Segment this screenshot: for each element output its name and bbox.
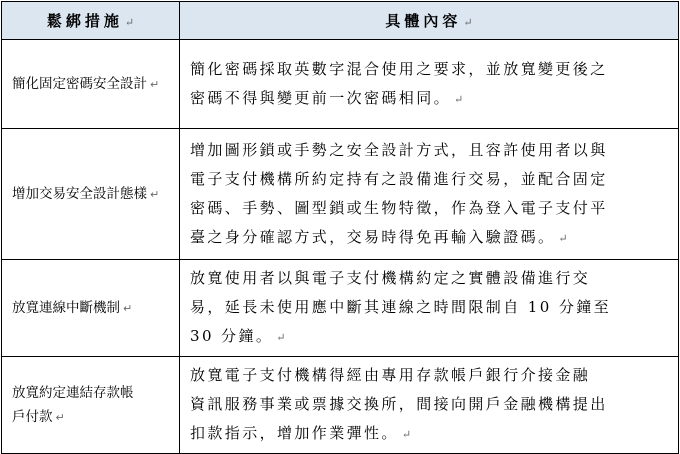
header-content-text: 具體內容	[385, 12, 462, 30]
content-line-text: 扣款指示，增加作業彈性。	[190, 424, 399, 442]
row-content-cell	[180, 40, 679, 129]
table-row	[2, 260, 679, 357]
content-line: 密碼、手勢、圖型鎖或生物特徵，作為登入電子支付平	[190, 198, 608, 217]
content-line: 放寬使用者以與電子支付機構約定之實體設備進行交	[190, 269, 591, 287]
paragraph-mark-icon: ↵	[558, 231, 568, 245]
row-content-cell	[180, 260, 679, 357]
row-content-cell	[180, 357, 679, 454]
content-line: 簡化密碼採取英數字混合使用之要求，並放寬變更後之	[190, 59, 608, 78]
table-row	[2, 357, 679, 454]
measures-table	[1, 1, 679, 454]
paragraph-mark-icon: ↵	[463, 16, 473, 29]
row-label-line: 戶付款	[12, 408, 53, 425]
paragraph-mark-icon: ↵	[454, 92, 464, 106]
content-line-text: 臺之身分確認方式，交易時得免再輸入驗證碼。	[190, 227, 556, 246]
content-line	[190, 223, 670, 253]
content-line	[190, 322, 670, 352]
paragraph-mark-icon: ↵	[123, 301, 133, 315]
paragraph-mark-icon: ↵	[124, 16, 135, 29]
paragraph-mark-icon: ↵	[150, 187, 160, 201]
table-header-row	[2, 2, 679, 40]
paragraph-mark-icon: ↵	[55, 410, 65, 424]
row-label-cell	[2, 129, 180, 260]
row-label: 放寬連線中斷機制	[12, 299, 120, 316]
content-line	[190, 84, 670, 114]
paragraph-mark-icon: ↵	[276, 331, 286, 344]
row-label-line: 放寬約定連結存款帳	[12, 384, 134, 401]
table-row	[2, 40, 679, 129]
content-line-text: 密碼不得與變更前一次密碼相同。	[190, 88, 452, 107]
content-line: 電子支付機構所約定持有之設備進行交易，並配合固定	[190, 169, 608, 188]
content-line	[190, 419, 670, 449]
row-label-cell	[2, 357, 180, 454]
header-cell-measures	[2, 2, 180, 40]
header-cell-content	[180, 2, 679, 40]
paragraph-mark-icon: ↵	[150, 77, 160, 91]
content-line-text: 30 分鐘。	[190, 327, 274, 345]
content-line: 增加圖形鎖或手勢之安全設計方式，且容許使用者以與	[190, 140, 608, 159]
row-content-cell	[180, 129, 679, 260]
row-label: 增加交易安全設計態樣	[12, 185, 147, 202]
row-label: 簡化固定密碼安全設計	[12, 75, 147, 92]
paragraph-mark-icon: ↵	[401, 428, 412, 441]
content-line: 放寬電子支付機構得經由專用存款帳戶銀行介接金融	[190, 366, 591, 384]
header-measures-text: 鬆綁措施	[46, 12, 123, 30]
content-line: 資訊服務事業或票據交換所，間接向開戶金融機構提出	[190, 395, 608, 413]
table-row	[2, 129, 679, 260]
row-label-cell	[2, 260, 180, 357]
row-label-cell	[2, 40, 180, 129]
content-line: 易，延長未使用應中斷其連線之時間限制自 10 分鐘至	[190, 298, 612, 316]
